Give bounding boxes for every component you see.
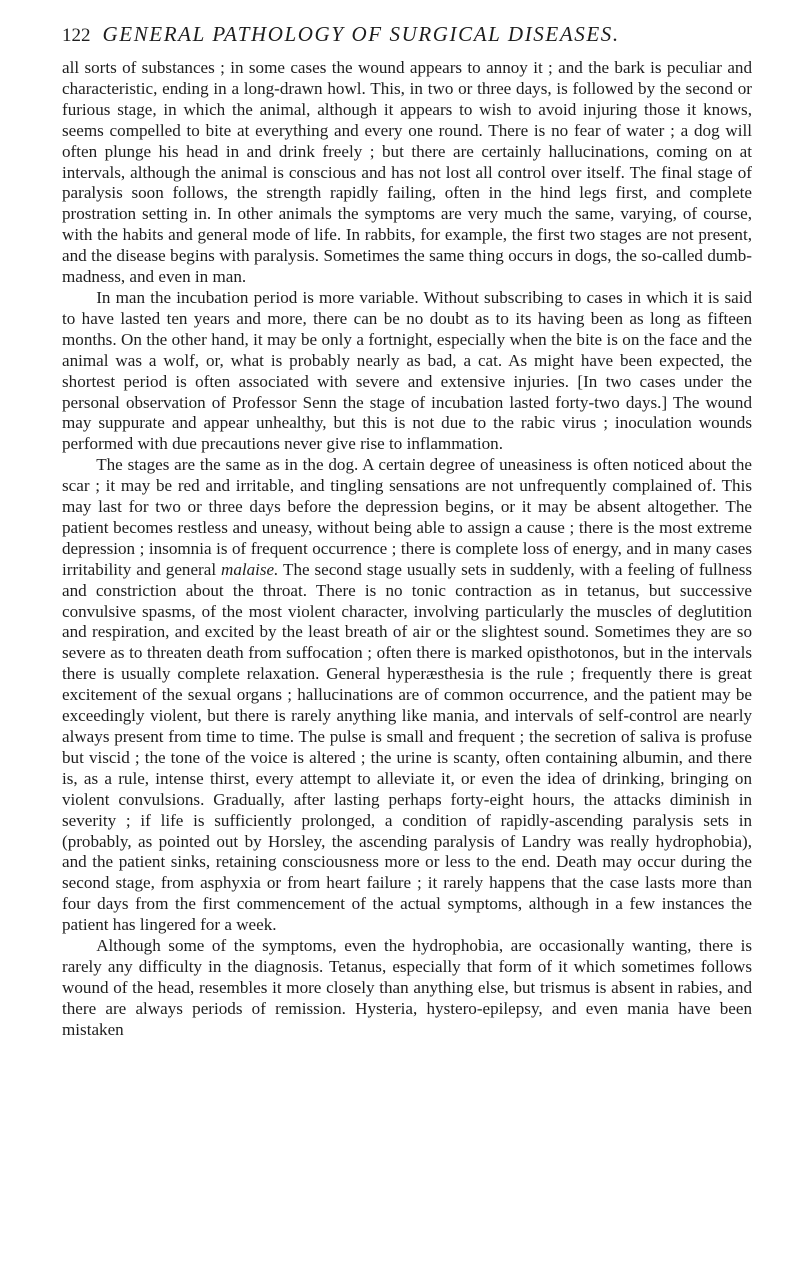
- body-text: [62, 58, 752, 1041]
- paragraph-incubation: In man the incubation period is more variable. Without subscribing to cases in which it is said to have lasted ten years and more, there can be no doubt as to its having been as long as fifteen months. On the other hand, it may be only a fortnight, especially when the bite is on the face and the animal was a wolf, or, what is probably nearly as bad, a cat. As might have been expected, the shortest period is often associated with severe and extensive injuries. [In two cases under the personal observation of Professor Senn the stage of incubation lasted forty-two days.] The wound may suppurate and appear unhealthy, but this is not due to the rabic virus ; inoculation wounds performed with due precautions never give rise to inflammation.: [62, 287, 752, 454]
- page-number: 122: [62, 25, 91, 46]
- paragraph-stages: [62, 455, 752, 936]
- page-header: [62, 22, 752, 54]
- paragraph-stages-text-b: The second stage usually sets in suddenly, with a feeling of fullness and constriction about the throat. There is no tonic contraction as in tetanus, but successive convulsive spasms, of the most violent character, involving particularly the muscles of deglutition and respiration, and excited by the least breath of air or the slightest sound. Sometimes they are so severe as to threaten death from suffocation ; often there is marked opisthotonos, but in the intervals there is usually complete relaxation. General hyperæsthesia is the rule ; frequently there is great excitement of the sexual organs ; hallucinations are of common occurrence, and the patient may be exceedingly violent, but there is rarely anything like mania, and intervals of self-control are nearly always present from time to time. The pulse is small and frequent ; the secretion of saliva is profuse but viscid ; the tone of the voice is altered ; the urine is scanty, often containing albumin, and there is, as a rule, intense thirst, every attempt to alleviate it, or even the idea of drinking, bringing on violent convulsions. Gradually, after lasting perhaps forty-eight hours, the attacks diminish in severity ; if life is sufficiently prolonged, a condition of rapidly-ascending paralysis sets in (probably, as pointed out by Horsley, the ascending paralysis of Landry was really hydrophobia), and the patient sinks, retaining consciousness more or less to the end. Death may occur during the second stage, from asphyxia or from heart failure ; it rarely happens that the case lasts more than four days from the first commencement of the actual symptoms, although in a few instances the patient has lingered for a week.: [62, 559, 752, 935]
- paragraph-continued: all sorts of substances ; in some cases the wound appears to annoy it ; and the bark is peculiar and characteristic, ending in a long-drawn howl. This, in two or three days, is followed by the second or furious stage, in which the animal, although it appears to wish to avoid injuring those it knows, seems compelled to bite at everything and every one round. There is no fear of water ; a dog will often plunge his head in and drink freely ; but there are certainly hallucinations, coming on at intervals, although the animal is conscious and has not lost all control over itself. The final stage of paralysis soon follows, the strength rapidly failing, often in the hind legs first, and complete prostration setting in. In other animals the symptoms are very much the same, varying, of course, with the habits and general mode of life. In rabbits, for example, the first two stages are not present, and the disease begins with paralysis. Sometimes the same thing occurs in dogs, the so-called dumb-madness, and even in man.: [62, 58, 752, 287]
- paragraph-stages-text-a: The stages are the same as in the dog. A certain degree of uneasiness is often noticed about the scar ; it may be red and irritable, and tingling sensations are not unfrequently complained of. This may last for two or three days before the depression begins, or it may be absent altogether. The patient becomes restless and uneasy, without being able to assign a cause ; there is the most extreme depression ; insomnia is of frequent occurrence ; there is complete loss of energy, and in many cases irritability and general: [62, 455, 752, 579]
- italic-term-malaise: malaise.: [220, 559, 279, 579]
- paragraph-diagnosis: Although some of the symptoms, even the hydrophobia, are occasionally wanting, there is rarely any difficulty in the diagnosis. Tetanus, especially that form of it which sometimes follows wound of the head, resembles it more closely than anything else, but trismus is absent in rabies, and there are always periods of remission. Hysteria, hystero-epilepsy, and even mania have been mistaken: [62, 936, 752, 1039]
- running-title: GENERAL PATHOLOGY OF SURGICAL DISEASES.: [102, 22, 620, 46]
